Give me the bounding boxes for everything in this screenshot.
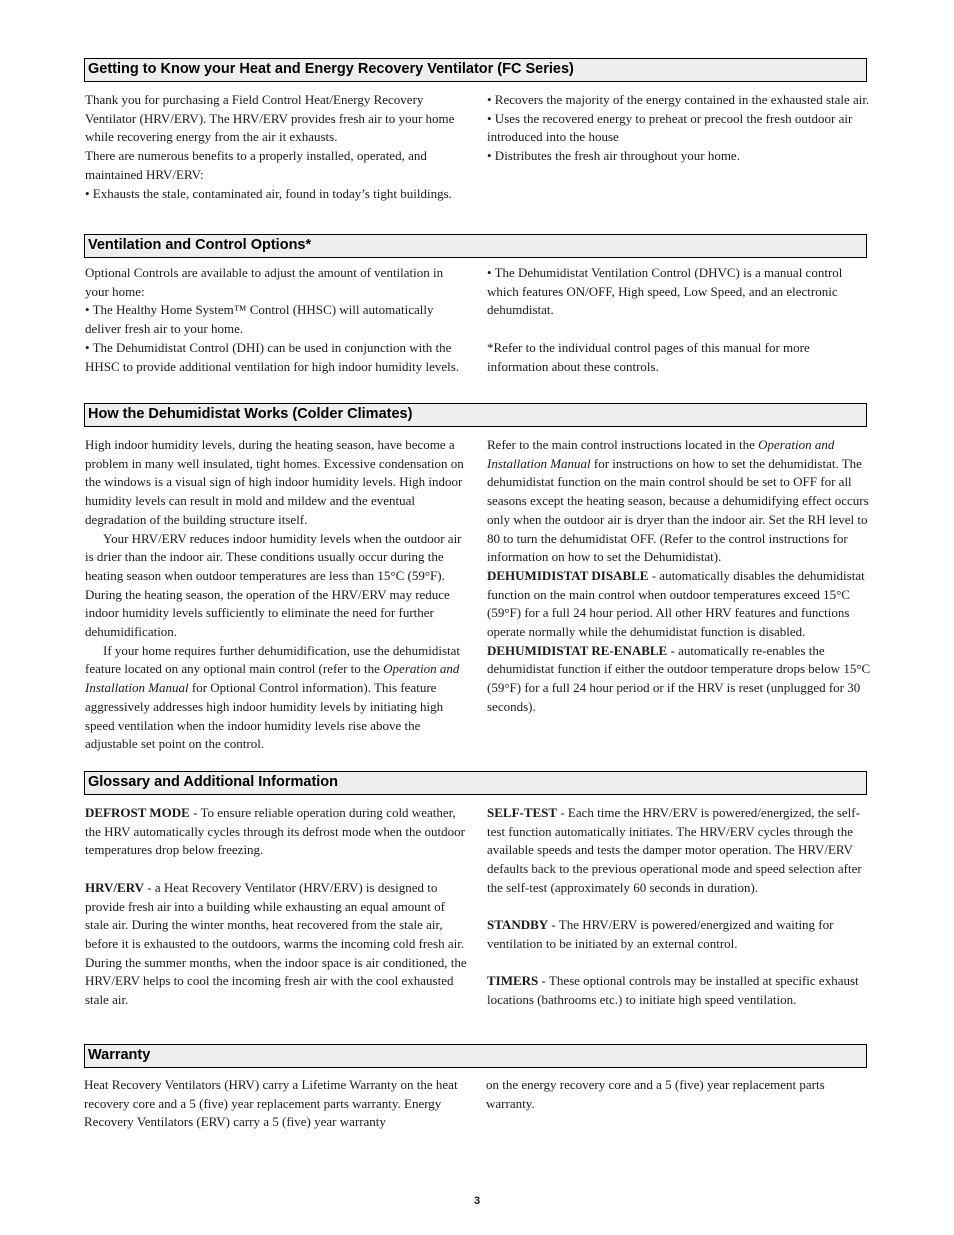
bullet-item: • Uses the recovered energy to preheat or precool the fresh outdoor air introduced into the house [487, 110, 853, 145]
ventilation-right-column [487, 264, 872, 376]
paragraph: There are numerous benefits to a properly installed, operated, and maintained HRV/ERV: [85, 148, 427, 182]
section-header-dehumidistat: How the Dehumidistat Works (Colder Climates) [84, 403, 867, 427]
paragraph: Thank you for purchasing a Field Control Heat/Energy Recovery Ventilator (HRV/ERV). The HRV/ERV provides fresh air to your home while recovering energy from the air it exhausts. [85, 92, 455, 145]
page-number: 3 [473, 1195, 481, 1207]
getting-to-know-right-column [487, 91, 872, 166]
getting-to-know-left-column [85, 91, 468, 203]
warranty-right-column [486, 1076, 872, 1113]
glossary-entry-self-test: SELF-TEST - Each time the HRV/ERV is powered/energized, the self-test function automatically initiates. The HRV/ERV cycles through the available speeds and tests the damper motor operation. The HRV/ERV defaults back to the previous operational mode and speed selection after the self-test (approximately 60 seconds in duration). [487, 805, 862, 895]
paragraph: If your home requires further dehumidification, use the dehumidistat feature located on any optional main control (refer to the Operation and Installation Manual for Optional Control information). This feature aggressively addresses high indoor humidity levels by initiating high speed ventilation when the indoor humidity levels rise above the adjustable set point on the control. [85, 642, 461, 752]
section-header-glossary: Glossary and Additional Information [84, 771, 867, 795]
bullet-item: • Recovers the majority of the energy contained in the exhausted stale air. [487, 92, 870, 107]
dehumidistat-left-column [85, 436, 468, 754]
glossary-entry-defrost-mode: DEFROST MODE - To ensure reliable operation during cold weather, the HRV automatically cycles through its defrost mode when the outdoor temperatures drop below freezing. [85, 805, 465, 858]
paragraph: Heat Recovery Ventilators (HRV) carry a Lifetime Warranty on the heat recovery core and a 5 (five) year replacement parts warranty. Energy Recovery Ventilators (ERV) carry a 5 (five) year warranty [84, 1077, 458, 1130]
bullet-item: • The Healthy Home System™ Control (HHSC) will automatically deliver fresh air to your home. [85, 302, 434, 337]
paragraph: Optional Controls are available to adjust the amount of ventilation in your home: [85, 265, 444, 299]
section-header-ventilation: Ventilation and Control Options* [84, 234, 867, 258]
ventilation-left-column [85, 264, 468, 376]
glossary-left-column [85, 804, 468, 1010]
paragraph: Your HRV/ERV reduces indoor humidity levels when the outdoor air is drier than the indoor air. These conditions usually occur during the heating season when outdoor temperatures are less than 15°C (59°F). During the heating season, the operation of the HRV/ERV may reduce indoor humidity levels sufficiently to eliminate the need for further dehumidification. [85, 530, 462, 640]
glossary-entry-standby: STANDBY - The HRV/ERV is powered/energized and waiting for ventilation to be initiated by an external control. [487, 917, 834, 951]
glossary-entry-dehumidistat-disable: DEHUMIDISTAT DISABLE - automatically disables the dehumidistat function on the main control when outdoor temperatures exceed 15°C (59°F) for a full 24 hour period. All other HRV features and functions operate normally while the dehumidistat function is disabled. [487, 567, 865, 640]
paragraph: on the energy recovery core and a 5 (five) year replacement parts warranty. [486, 1077, 825, 1111]
glossary-entry-timers: TIMERS - These optional controls may be installed at specific exhaust locations (bathrooms etc.) to initiate high speed ventilation. [487, 973, 859, 1007]
paragraph: High indoor humidity levels, during the heating season, have become a problem in many well insulated, tight homes. Excessive condensation on the windows is a visual sign of high indoor humidity levels. High indoor humidity levels can result in mold and mildew and the eventual degradation of the building structure itself. [85, 437, 464, 527]
glossary-entry-dehumidistat-reenable: DEHUMIDISTAT RE-ENABLE - automatically re-enables the dehumidistat function if either the outdoor temperature drops below 15°C (59°F) for a full 24 hour period or if the HRV is reset (unplugged for 30 seconds). [487, 642, 871, 714]
bullet-item: • The Dehumidistat Ventilation Control (DHVC) is a manual control which features ON/OFF, High speed, Low Speed, and an electronic dehumdistat. [487, 265, 843, 318]
paragraph: • Exhausts the stale, contaminated air, found in today’s tight buildings. [85, 185, 452, 201]
dehumidistat-right-column [487, 436, 873, 717]
section-header-warranty: Warranty [84, 1044, 867, 1068]
warranty-left-column [84, 1076, 468, 1132]
note-paragraph: *Refer to the individual control pages of this manual for more information about these controls. [487, 339, 810, 374]
section-header-getting-to-know: Getting to Know your Heat and Energy Recovery Ventilator (FC Series) [84, 58, 867, 82]
paragraph: Refer to the main control instructions located in the Operation and Installation Manual for instructions on how to set the dehumidistat. The dehumidistat function on the main control should be set to OFF for all seasons except the heating season, because a dehumidifying effect occurs only when the outdoor air is dryer than the indoor air. Set the RH level to 80 to turn the dehumidistat OFF. (Refer to the control instructions for information on how to set the Dehumidistat). [487, 437, 869, 565]
glossary-right-column [487, 804, 873, 1010]
bullet-item: • Distributes the fresh air throughout your home. [487, 148, 740, 164]
bullet-item: • The Dehumidistat Control (DHI) can be used in conjunction with the HHSC to provide additional ventilation for high indoor humidity levels. [85, 339, 460, 374]
glossary-entry-hrv-erv: HRV/ERV - a Heat Recovery Ventilator (HRV/ERV) is designed to provide fresh air into a building while exhausting an equal amount of stale air. During the winter months, heat recovered from the stale air, before it is exhausted to the outdoors, warms the incoming cold fresh air. During the summer months, when the indoor space is air conditioned, the HRV/ERV helps to cool the incoming fresh air with the cool exhausted stale air. [85, 879, 467, 1008]
